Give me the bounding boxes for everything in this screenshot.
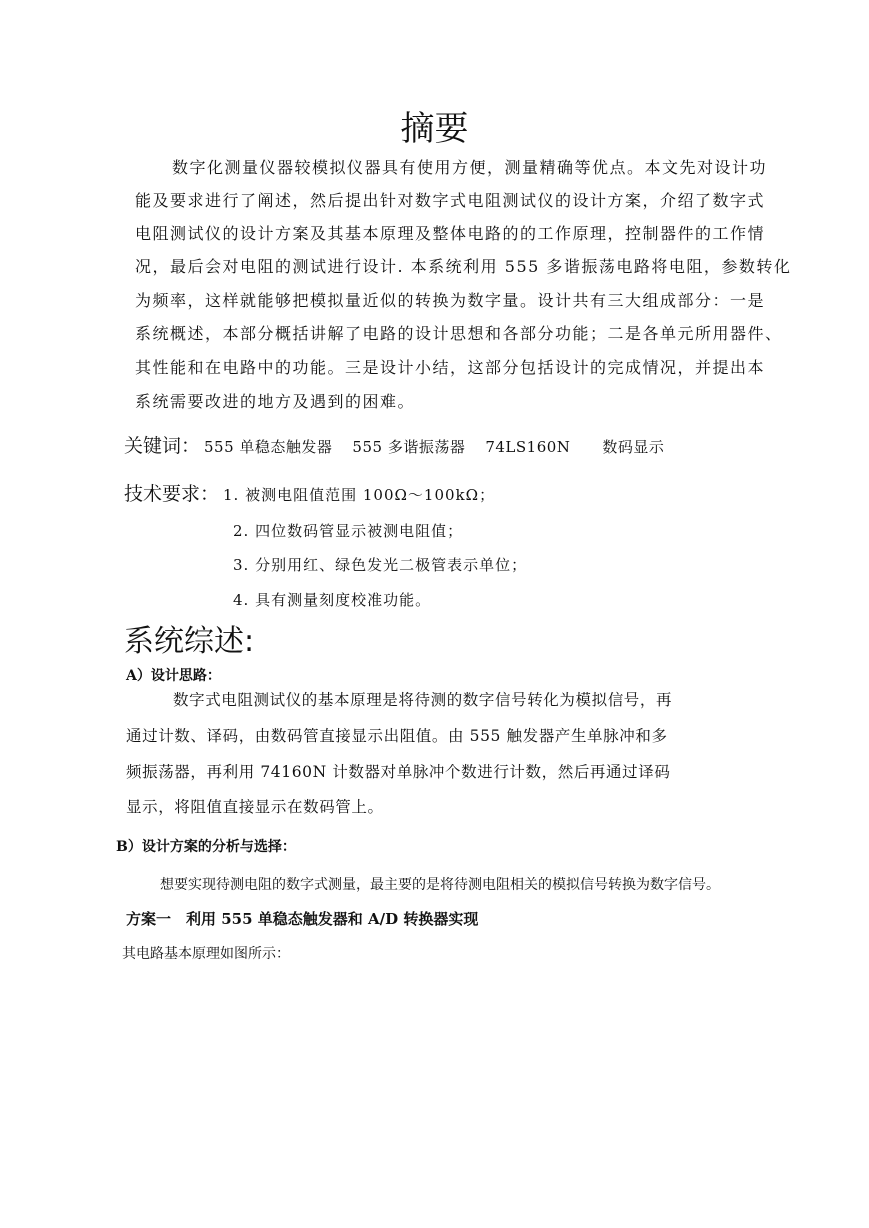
page-title: 摘要 xyxy=(400,109,469,149)
abstract-line: 为频率，这样就能够把模拟量近似的转换为数字量。设计共有三大组成部分：一是 xyxy=(135,291,766,310)
paragraph-line: 显示，将阻值直接显示在数码管上。 xyxy=(126,798,384,816)
requirement-item: 1. 被测电阻值范围 100Ω～100kΩ； xyxy=(223,486,496,504)
subsection-b-heading: B）设计方案的分析与选择： xyxy=(116,839,296,855)
keywords-row xyxy=(124,431,680,458)
abstract-line: 系统需要改进的地方及遇到的困难。 xyxy=(135,392,416,411)
scheme-title: 方案一 利用 555 单稳态触发器和 A/D 转换器实现 xyxy=(126,910,479,928)
keyword-item: 555 多谐振荡器 xyxy=(352,438,466,456)
keyword-item: 555 单稳态触发器 xyxy=(204,438,333,456)
requirements-label: 技术要求： xyxy=(124,483,220,505)
abstract-line: 电阻测试仪的设计方案及其基本原理及整体电路的的工作原理，控制器件的工作情 xyxy=(135,224,766,243)
abstract-line: 数字化测量仪器较模拟仪器具有使用方便，测量精确等优点。本文先对设计功 xyxy=(172,158,768,177)
requirement-item: 3. 分别用红、绿色发光二极管表示单位； xyxy=(233,556,528,574)
section-heading: 系统综述: xyxy=(124,624,255,659)
abstract-line: 其性能和在电路中的功能。三是设计小结，这部分包括设计的完成情况，并提出本 xyxy=(135,358,766,377)
requirement-item: 2. 四位数码管显示被测电阻值； xyxy=(233,522,464,540)
paragraph-line: 数字式电阻测试仪的基本原理是将待测的数字信号转化为模拟信号，再 xyxy=(173,691,673,709)
requirement-item: 4. 具有测量刻度校准功能。 xyxy=(233,591,432,609)
paragraph-line: 通过计数、译码，由数码管直接显示出阻值。由 555 触发器产生单脉冲和多 xyxy=(126,727,668,745)
keyword-item: 数码显示 xyxy=(602,438,665,456)
abstract-line: 况，最后会对电阻的测试进行设计. 本系统利用 555 多谐振荡电路将电阻，参数转化 xyxy=(135,257,792,276)
subsection-a-heading: A）设计思路： xyxy=(126,668,221,684)
scheme-text: 其电路基本原理如图所示： xyxy=(122,946,290,962)
paragraph-line: 频振荡器，再利用 74160N 计数器对单脉冲个数进行计数，然后再通过译码 xyxy=(126,763,671,781)
abstract-line: 系统概述，本部分概括讲解了电路的设计思想和各部分功能；二是各单元所用器件、 xyxy=(135,324,783,343)
abstract-line: 能及要求进行了阐述，然后提出针对数字式电阻测试仪的设计方案，介绍了数字式 xyxy=(135,191,766,210)
keywords-label: 关键词： xyxy=(124,435,201,457)
keyword-item: 74LS160N xyxy=(485,438,571,456)
subsection-b-intro: 想要实现待测电阻的数字式测量，最主要的是将待测电阻相关的模拟信号转换为数字信号。 xyxy=(160,877,720,893)
